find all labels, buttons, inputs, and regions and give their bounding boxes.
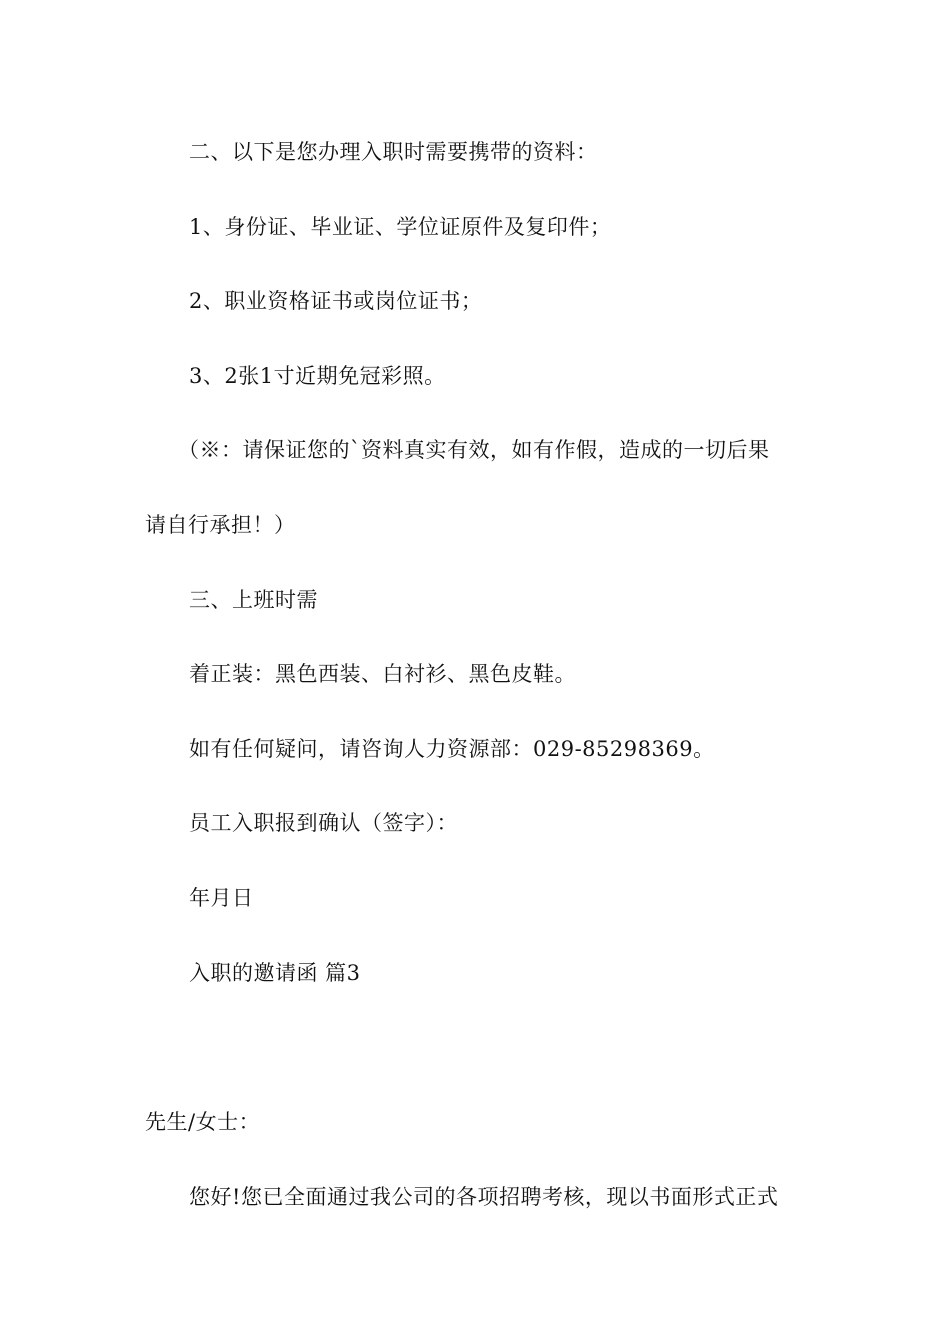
section-heading-materials: 二、以下是您办理入职时需要携带的资料： [189,140,598,164]
note-paragraph-start: （※：请保证您的`资料真实有效，如有作假，造成的一切后果 [178,438,770,462]
section-heading-workday: 三、上班时需 [189,588,318,612]
letter-body-start: 您好!您已全面通过我公司的各项招聘考核，现以书面形式正式 [189,1185,779,1209]
letter-title: 入职的邀请函 篇3 [189,961,361,985]
contact-text: 如有任何疑问，请咨询人力资源部：029-85298369。 [189,737,715,761]
list-item-id-documents: 1、身份证、毕业证、学位证原件及复印件； [189,215,612,239]
dress-code-text: 着正装：黑色西装、白衬衫、黑色皮鞋。 [189,662,576,686]
signature-confirmation: 员工入职报到确认（签字）： [189,811,458,835]
list-item-photos: 3、2张1寸近期免冠彩照。 [189,364,446,388]
list-item-certificates: 2、职业资格证书或岗位证书； [189,289,483,313]
note-paragraph-end: 请自行承担！） [145,513,296,537]
salutation: 先生/女士： [145,1110,261,1134]
date-line: 年月日 [189,886,254,910]
